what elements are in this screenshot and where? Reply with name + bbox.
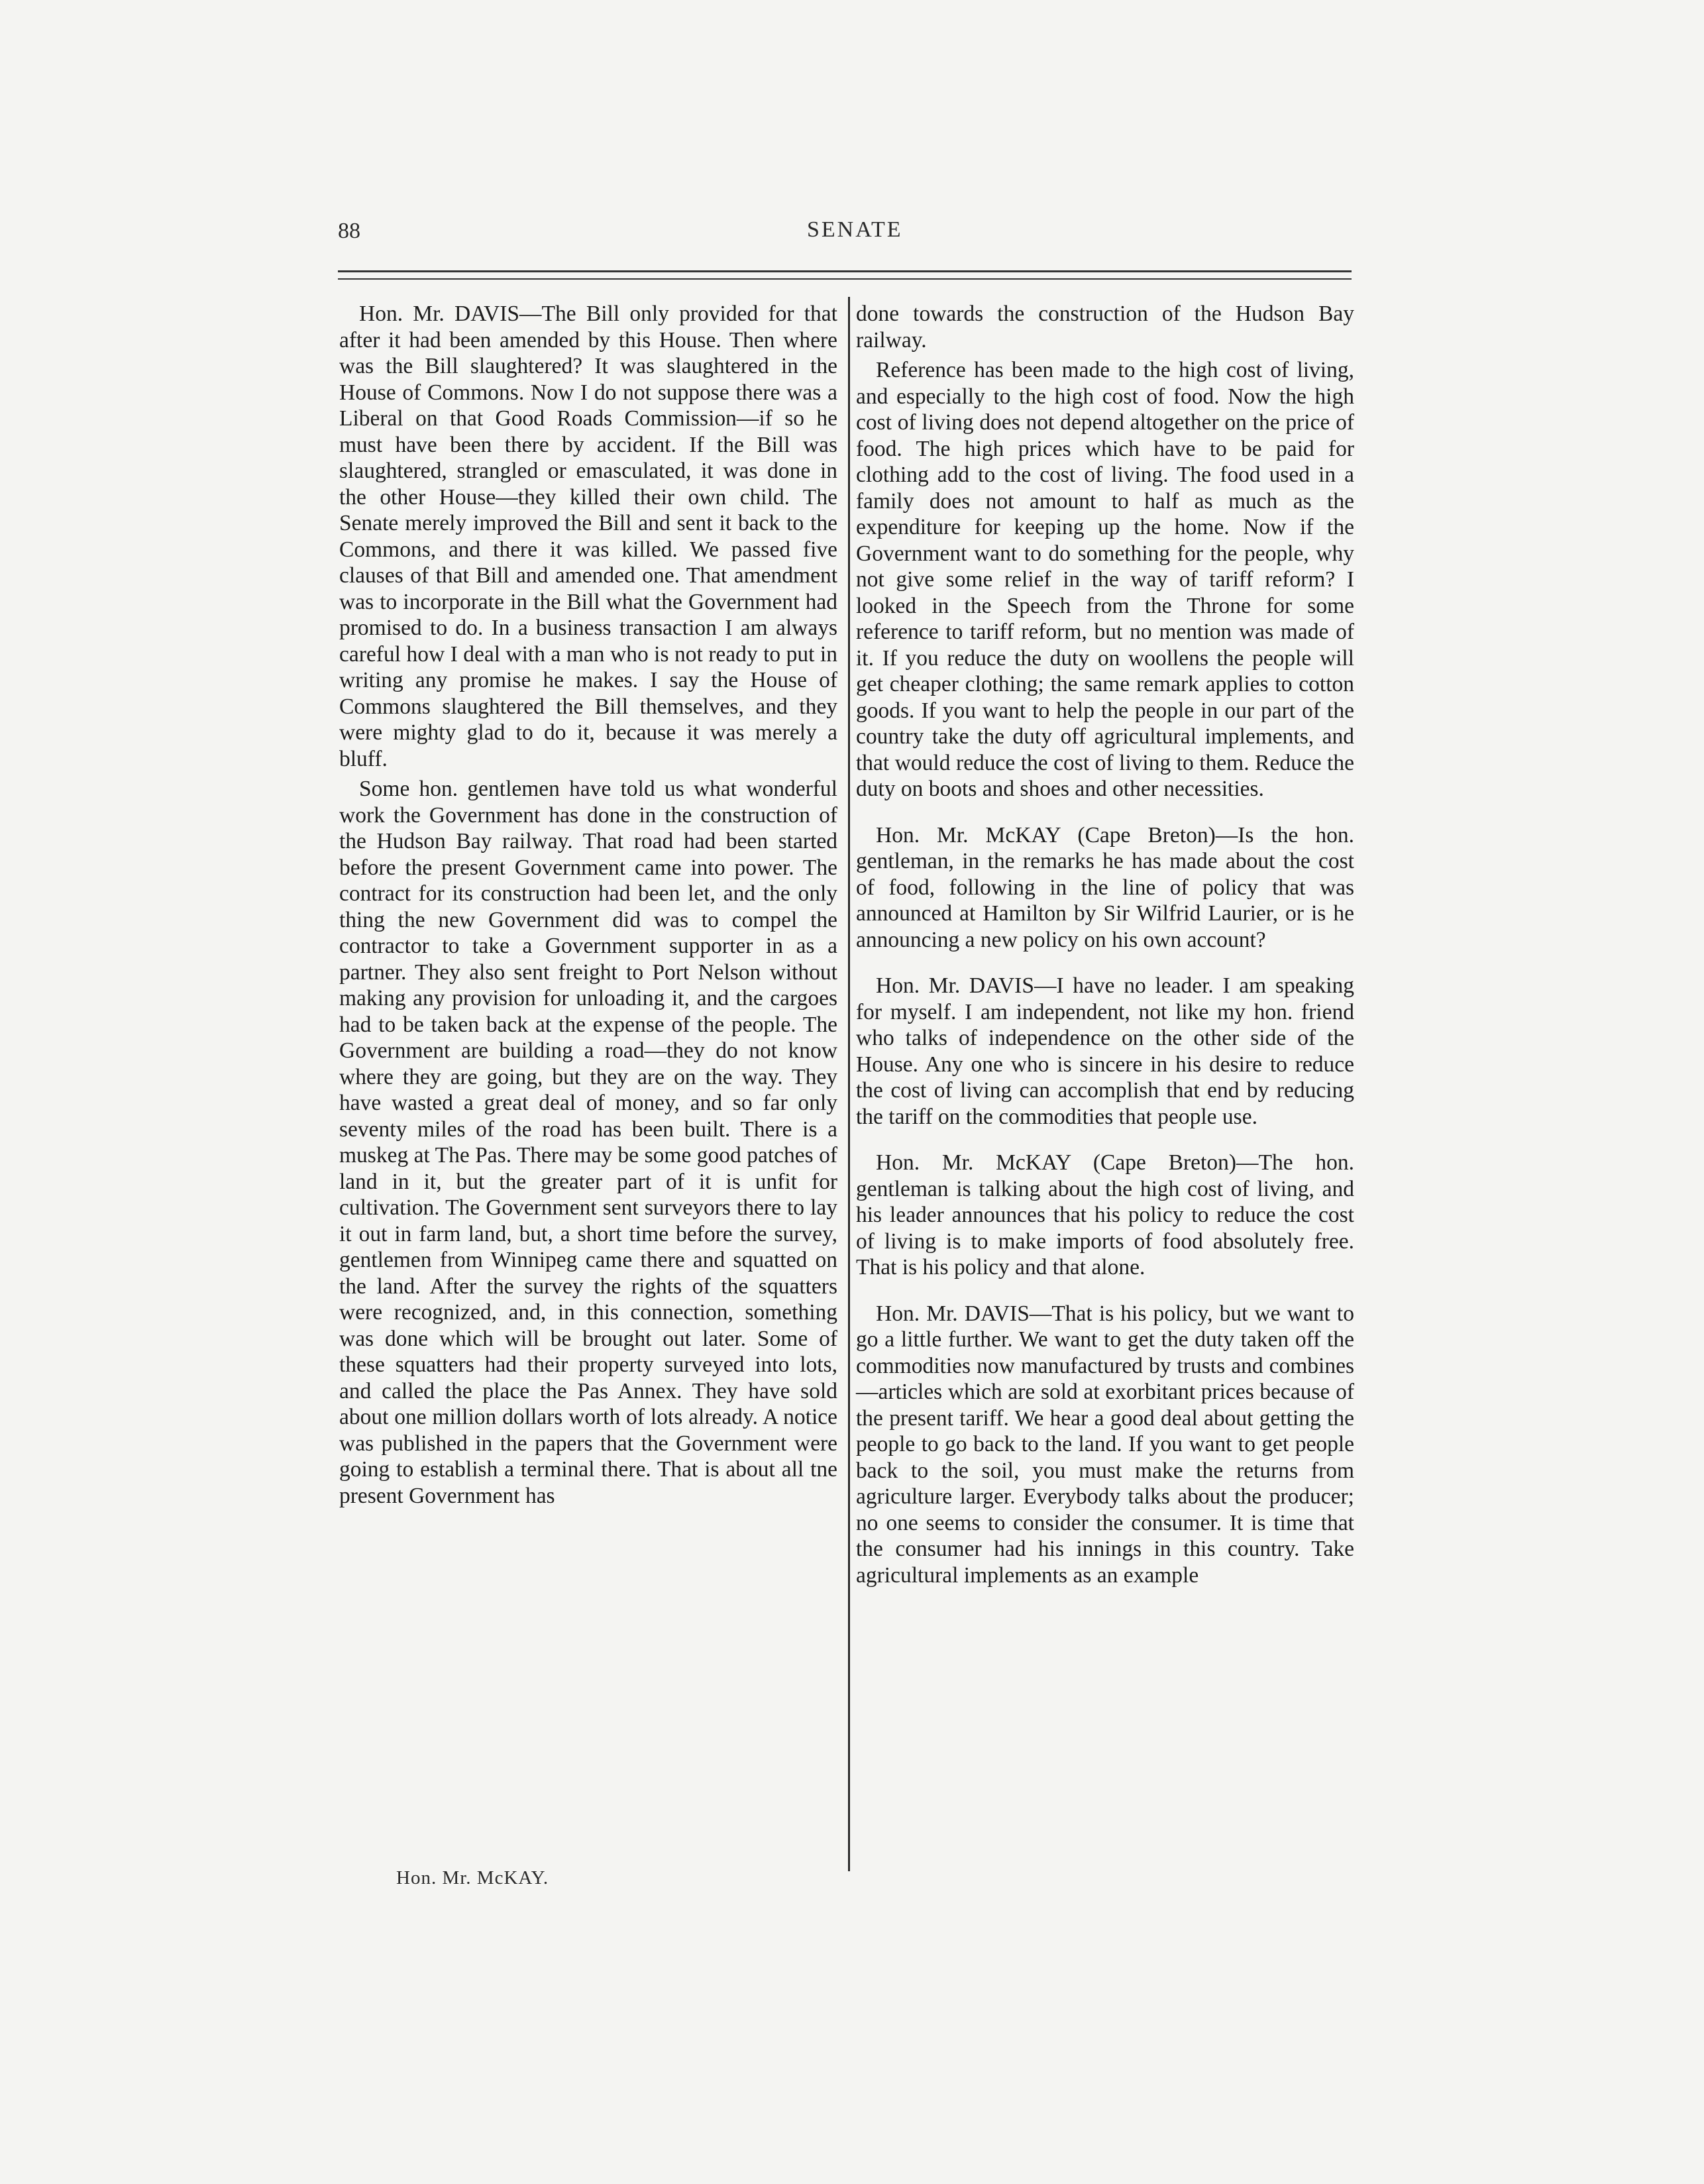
speech-text: —That is his policy, but we want to go a little further. We want to get the duty taken off the commodities now manufactured by trusts and combines—articles which are sold at exorbitant prices because of the present tariff. We hear a good deal about getting the people to go back to the land. If you want to get people back to the soil, you must make the returns from agriculture larger. Everybody talks about the producer; no one seems to consider the consumer. It is time that the consumer had his innings in this country. Take agricultural implements as an example <box>856 1301 1354 1588</box>
footer-speaker-name: Hon. Mr. McKAY. <box>396 1867 549 1888</box>
paragraph: Some hon. gentlemen have told us what wonderful work the Government has done in the construction of the Hudson Bay railway. That road had been started before the present Government came into power. The contract for its construction had been let, and the only thing the new Government did was to compel the contractor to take a Government supporter in as a partner. They also sent freight to Port Nelson without making any provision for unloading it, and the cargoes had to be taken back at the expense of the people. The Government are building a road—they do not know where they are going, but they are on the way. They have wasted a great deal of money, and so far only seventy miles of the road has been built. There is a muskeg at The Pas. There may be some good patches of land in it, but the greater part of it is unfit for cultivation. The Government sent surveyors there to lay it out in farm land, but, a short time before the survey, gentlemen from Winnipeg came there and squatted on the land. After the survey the rights of the squatters were recognized, and, in this connection, something was done which will be brought out later. Some of these squatters had their property surveyed into lots, and called the place the Pas Annex. They have sold about one million dollars worth of lots already. A notice was published in the papers that the Government were going to establish a terminal there. That is about all tne present Government has <box>339 777 837 1508</box>
speech-paragraph <box>856 1301 1354 1589</box>
speaker-name: Hon. Mr. DAVIS <box>876 973 1034 998</box>
paragraph-continued: done towards the construction of the Hudson Bay railway. <box>856 301 1354 353</box>
speech-paragraph <box>339 301 837 772</box>
speaker-name: Hon. Mr. DAVIS <box>359 301 520 326</box>
speech-paragraph <box>856 973 1354 1130</box>
running-head: SENATE <box>807 217 903 242</box>
paragraph: Reference has been made to the high cost of living, and especially to the high cost of food. Now the high cost of living does not depend altogether on the price of food. The high prices which have to be paid for clothing add to the cost of living. The food used in a family does not amount to half as much as the expenditure for keeping up the home. Now if the Government want to do something for the people, why not give some relief in the way of tariff reform? I looked in the Speech from the Throne for some reference to tariff reform, but no mention was made of it. If you reduce the duty on woollens the people will get cheaper clothing; the same remark applies to cotton goods. If you want to help the people in our part of the country take the duty off agricultural implements, and that would reduce the cost of living to them. Reduce the duty on boots and shoes and other necessities. <box>856 358 1354 801</box>
speech-paragraph <box>856 1150 1354 1281</box>
column-divider <box>848 297 850 1871</box>
speech-paragraph <box>856 822 1354 954</box>
speaker-name: Hon. Mr. McKAY (Cape Breton) <box>876 1150 1236 1175</box>
speaker-name: Hon. Mr. McKAY (Cape Breton) <box>876 822 1216 847</box>
speech-text: —The hon. gentleman is talking about the high cost of living, and his leader announces that his policy to reduce the cost of living is to make imports of food absolutely free. That is his policy and that alone. <box>856 1150 1354 1280</box>
header-rule-top <box>338 270 1352 272</box>
speech-text: —I have no leader. I am speaking for myself. I am independent, not like my hon. friend who talks of independence on the other side of the House. Any one who is sincere in his desire to reduce the cost of living can accomplish that end by reducing the tariff on the commodities that people use. <box>856 973 1354 1129</box>
speech-text: —The Bill only provided for that after it had been amended by this House. Then where was the Bill slaughtered? It was slaughtered in the House of Commons. Now I do not suppose there was a Liberal on that Good Roads Commission—if so he must have been there by accident. If the Bill was slaughtered, strangled or emasculated, it was done in the other House—they killed their own child. The Senate merely improved the Bill and sent it back to the Commons, and there it was killed. We passed five clauses of that Bill and amended one. That amendment was to incorporate in the Bill what the Government had promised to do. In a business transaction I am always careful how I deal with a man who is not ready to put in writing any promise he makes. I say the House of Commons slaughtered the Bill themselves, and they were mighty glad to do it, because it was merely a bluff. <box>339 301 837 771</box>
right-column <box>856 301 1354 1588</box>
header-rule-bottom <box>338 278 1352 280</box>
speaker-name: Hon. Mr. DAVIS <box>876 1301 1030 1326</box>
page-number: 88 <box>338 219 360 243</box>
left-column <box>339 301 837 1509</box>
speech-text: —Is the hon. gentleman, in the remarks he has made about the cost of food, following in the line of policy that was announced at Hamilton by Sir Wilfrid Laurier, or is he announcing a new policy on his own account? <box>856 822 1354 952</box>
